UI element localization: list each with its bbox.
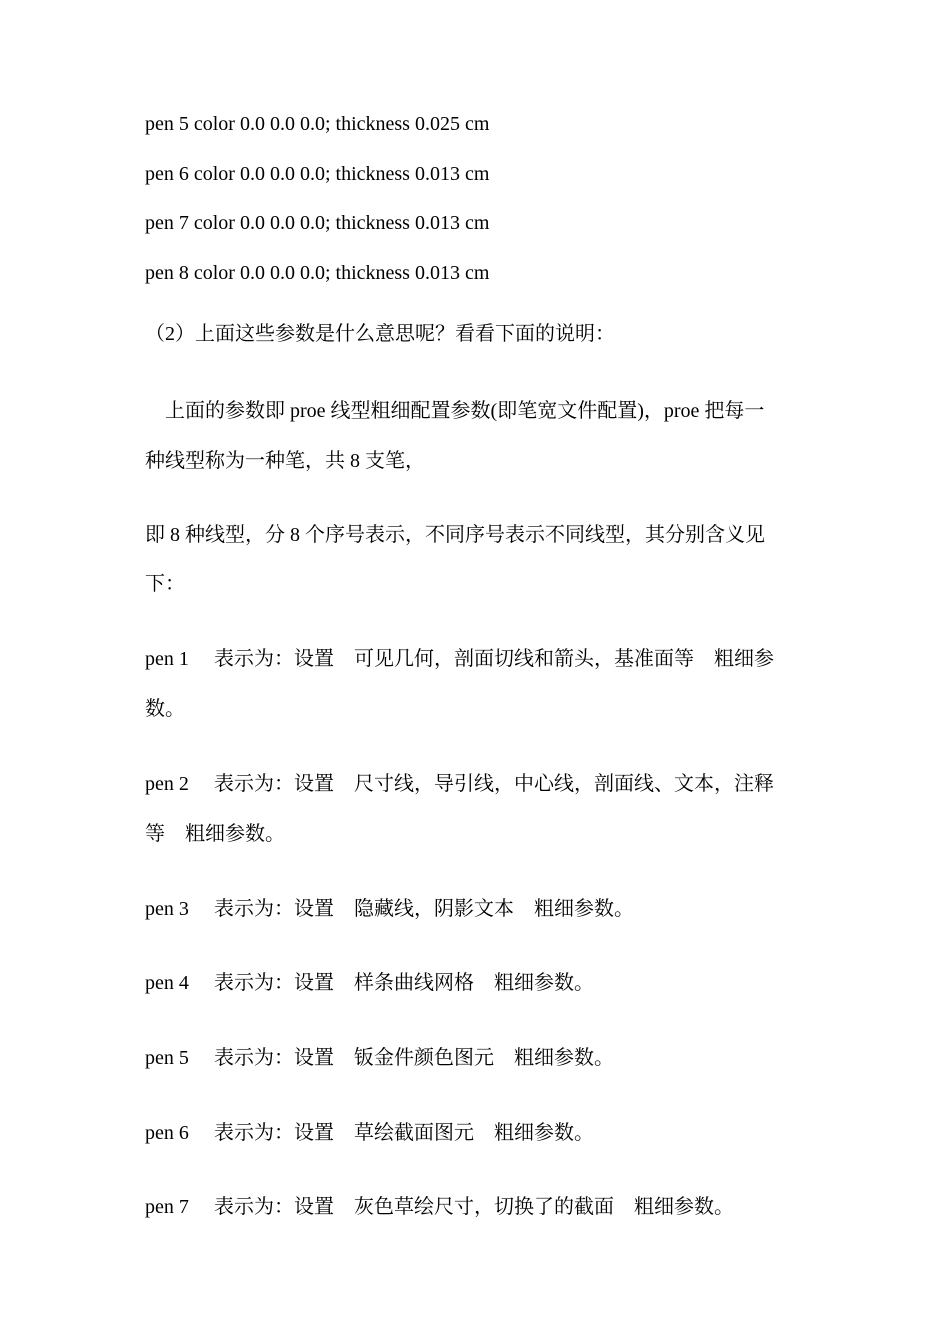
pen-description-5 [145,1046,614,1070]
pen-description-3 [145,897,634,921]
intro-line-4: 下： [145,573,185,595]
intro-line-1: 上面的参数即 proe 线型粗细配置参数(即笔宽文件配置)，proe 把每一 [145,400,765,422]
pen-text: 表示为：设置 草绘截面图元 粗细参数。 [214,1122,594,1144]
config-line-pen8: pen 8 color 0.0 0.0 0.0; thickness 0.013 cm [145,262,490,284]
pen-description-7 [145,1195,734,1219]
config-line-pen6: pen 6 color 0.0 0.0 0.0; thickness 0.013 cm [145,163,490,185]
pen-description-1 [145,647,774,671]
pen-description-2 [145,772,774,796]
pen-description-2-continued: 等 粗细参数。 [145,823,285,845]
pen-text: 表示为：设置 钣金件颜色图元 粗细参数。 [214,1047,614,1069]
pen-label: pen 3 [145,898,189,920]
pen-description-1-continued: 数。 [145,698,185,720]
pen-text: 表示为：设置 可见几何，剖面切线和箭头，基准面等 粗细参 [214,648,774,670]
pen-label: pen 6 [145,1122,189,1144]
config-line-pen7: pen 7 color 0.0 0.0 0.0; thickness 0.013 cm [145,212,490,234]
question-heading: （2）上面这些参数是什么意思呢？看看下面的说明： [145,323,615,345]
pen-label: pen 4 [145,972,189,994]
pen-label: pen 5 [145,1047,189,1069]
pen-label: pen 1 [145,648,189,670]
config-line-pen5: pen 5 color 0.0 0.0 0.0; thickness 0.025 cm [145,113,490,135]
intro-line-2: 种线型称为一种笔，共 8 支笔， [145,450,425,472]
pen-text: 表示为：设置 灰色草绘尺寸，切换了的截面 粗细参数。 [214,1196,734,1218]
pen-text: 表示为：设置 尺寸线，导引线，中心线，剖面线、文本，注释 [214,773,774,795]
pen-text: 表示为：设置 样条曲线网格 粗细参数。 [214,972,594,994]
pen-label: pen 7 [145,1196,189,1218]
intro-line-3: 即 8 种线型，分 8 个序号表示，不同序号表示不同线型，其分别含义见 [145,524,765,546]
pen-label: pen 2 [145,773,189,795]
pen-description-6 [145,1121,594,1145]
pen-description-4 [145,971,594,995]
pen-text: 表示为：设置 隐藏线，阴影文本 粗细参数。 [214,898,634,920]
